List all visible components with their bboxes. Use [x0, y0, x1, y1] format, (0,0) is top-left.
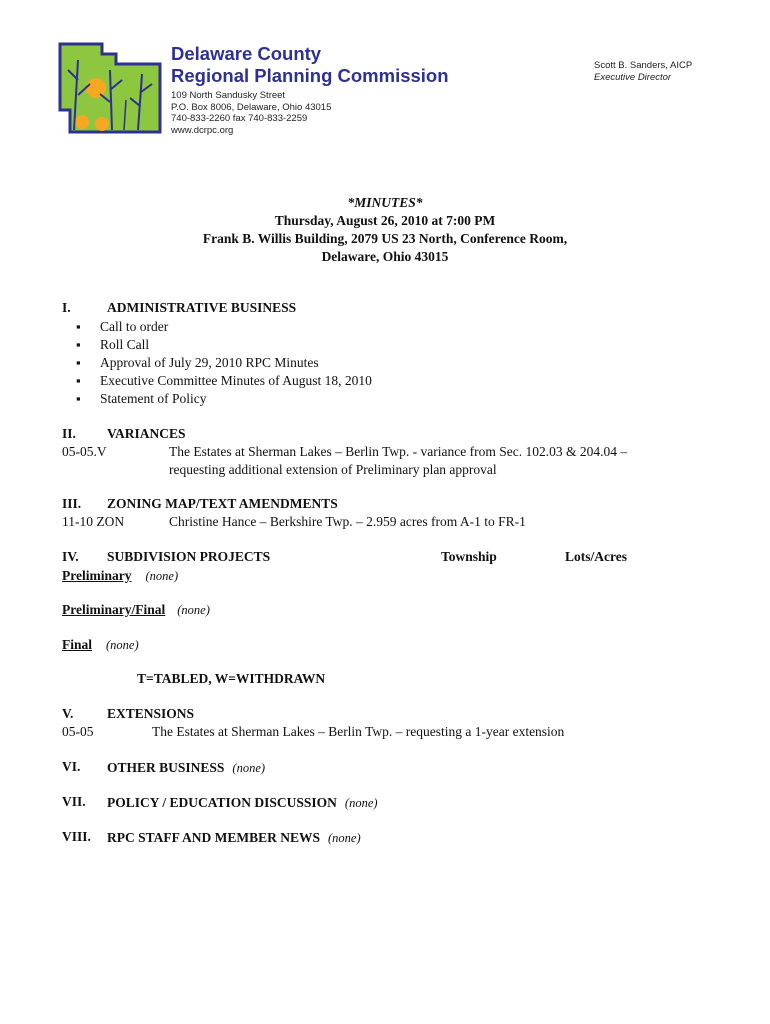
section-2-number: II.: [62, 426, 76, 441]
variance-code: 05-05.V: [62, 444, 107, 459]
minutes-heading: *MINUTES*: [347, 195, 423, 210]
org-name-line2: Regional Planning Commission: [171, 65, 449, 86]
section-6-none: (none): [232, 761, 266, 775]
meeting-date: Thursday, August 26, 2010 at 7:00 PM: [274, 213, 496, 228]
zoning-code: 11-10 ZON: [62, 514, 125, 529]
agenda-item: ▪ Statement of Policy: [100, 391, 206, 407]
org-name-line1: Delaware County: [171, 43, 322, 64]
agenda-item: ▪ Call to order: [100, 319, 168, 335]
section-8-row: [107, 829, 361, 847]
preliminary-none: (none): [145, 569, 179, 583]
meeting-location-line2: Delaware, Ohio 43015: [321, 249, 449, 264]
extension-description: The Estates at Sherman Lakes – Berlin Twp. – requesting a 1-year extension: [152, 724, 565, 739]
rpc-logo-icon: [52, 40, 168, 136]
agenda-item: ▪ Roll Call: [100, 337, 149, 353]
section-8-number: VIII.: [62, 829, 91, 844]
address-line: P.O. Box 8006, Delaware, Ohio 43015: [171, 101, 332, 113]
section-1-title: ADMINISTRATIVE BUSINESS: [107, 300, 297, 315]
variance-description-line1: The Estates at Sherman Lakes – Berlin Twp. - variance from Sec. 102.03 & 204.04 –: [169, 444, 628, 459]
executive-director-block: [594, 60, 692, 84]
final-label: Final: [62, 637, 93, 652]
agenda-item: ▪ Approval of July 29, 2010 RPC Minutes: [100, 355, 319, 371]
final-none: (none): [106, 638, 139, 652]
director-title: Executive Director: [594, 72, 672, 83]
section-7-row: [107, 794, 378, 812]
section-5-number: V.: [62, 706, 74, 721]
section-4-title: SUBDIVISION PROJECTS: [107, 549, 271, 564]
tabled-withdrawn-legend: T=TABLED, W=WITHDRAWN: [137, 671, 326, 686]
preliminary-final-label: Preliminary/Final: [62, 602, 166, 617]
section-4-number: IV.: [62, 549, 79, 564]
section-7-number: VII.: [62, 794, 86, 809]
section-6-title: OTHER BUSINESS: [107, 760, 225, 775]
address-line: 109 North Sandusky Street: [171, 90, 286, 101]
agenda-item: ▪ Executive Committee Minutes of August 18, 2010: [100, 373, 372, 389]
variance-description-line2: requesting additional extension of Preliminary plan approval: [169, 462, 497, 477]
column-township: Township: [441, 549, 497, 564]
preliminary-label: Preliminary: [62, 568, 132, 583]
section-6-row: [107, 759, 265, 777]
section-7-title: POLICY / EDUCATION DISCUSSION: [107, 795, 337, 810]
section-3-number: III.: [62, 496, 82, 511]
section-7-none: (none): [344, 796, 378, 810]
final-row: [62, 636, 139, 654]
preliminary-final-none: (none): [177, 603, 210, 617]
zoning-description: Christine Hance – Berkshire Twp. – 2.959 acres from A-1 to FR-1: [169, 514, 526, 529]
section-6-number: VI.: [62, 759, 81, 774]
section-8-none: (none): [328, 831, 361, 845]
address-line: 740-833-2260 fax 740-833-2259: [171, 113, 308, 124]
column-lots-acres: Lots/Acres: [565, 549, 627, 564]
extension-code: 05-05: [62, 724, 94, 739]
section-5-title: EXTENSIONS: [107, 706, 195, 721]
preliminary-final-row: [62, 601, 210, 619]
org-address: [171, 90, 331, 136]
section-8-title: RPC STAFF AND MEMBER NEWS: [107, 830, 321, 845]
address-line: www.dcrpc.org: [171, 124, 234, 136]
section-3-title: ZONING MAP/TEXT AMENDMENTS: [107, 496, 338, 511]
section-1-number: I.: [62, 300, 71, 315]
meeting-location-line1: Frank B. Willis Building, 2079 US 23 North, Conference Room,: [202, 231, 568, 246]
section-2-title: VARIANCES: [107, 426, 186, 441]
director-name: Scott B. Sanders, AICP: [594, 60, 693, 71]
preliminary-row: [62, 567, 178, 585]
